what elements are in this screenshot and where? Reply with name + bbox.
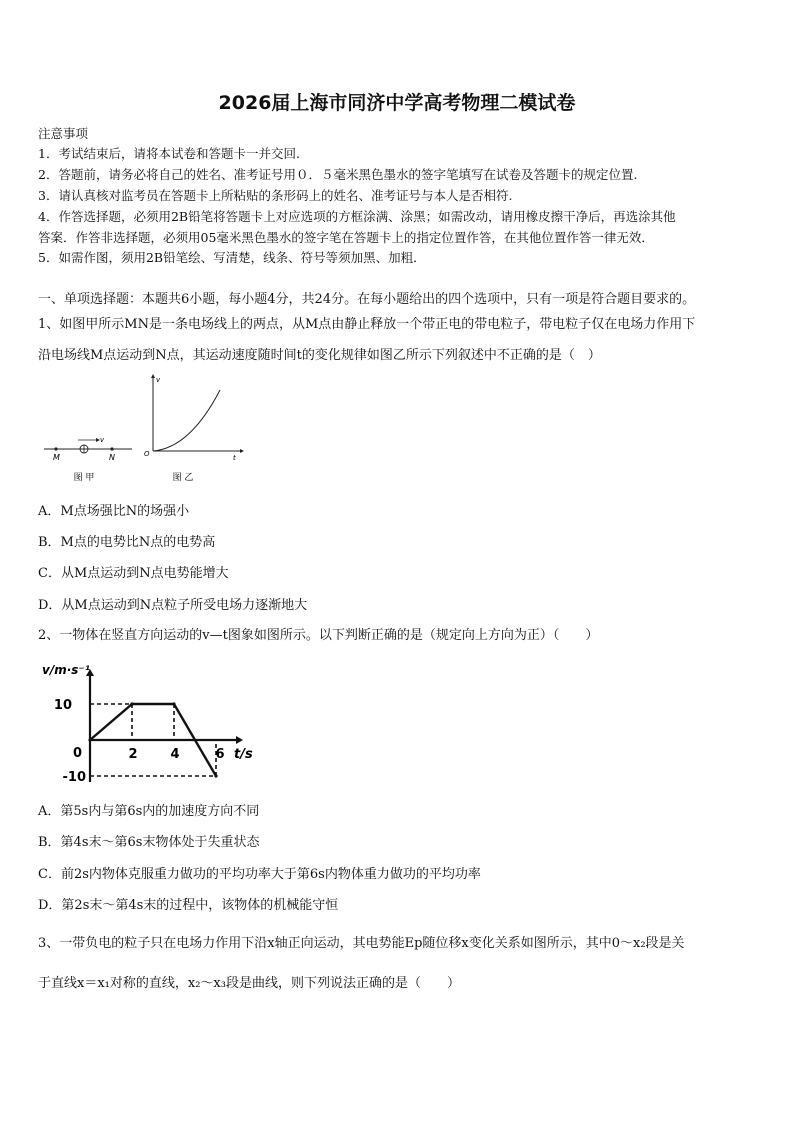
notice-item: 3．请认真核对监考员在答题卡上所粘贴的条形码上的姓名、准考证号与本人是否相符.: [38, 188, 513, 203]
q2-option-c: C．前2s内物体克服重力做功的平均功率大于第6s内物体重力做功的平均功率: [38, 867, 481, 882]
notice-item: 4．作答选择题，必须用2B铅笔将答题卡上对应选项的方框涂满、涂黑；如需改动，请用橡皮擦干净后，再选涂其他: [38, 209, 676, 224]
chart-xtick-2: 2: [128, 747, 138, 762]
q2-option-a: A．第5s内与第6s内的加速度方向不同: [38, 804, 260, 819]
notice-item: 1．考试结束后，请将本试卷和答题卡一并交回.: [38, 146, 300, 161]
fig-origin: O: [144, 450, 150, 458]
q1-option-b: B．M点的电势比N点的电势高: [38, 535, 216, 550]
fig-label-N: N: [109, 453, 115, 462]
fig-label-v-arrow: v: [100, 436, 105, 444]
q1-stem-line1: 1、如图甲所示MN是一条电场线上的两点，从M点由静止释放一个带正电的带电粒子，带电粒子仅在电场力作用下: [38, 317, 696, 332]
vt-point-3: [214, 774, 217, 777]
q1-option-c: C．从M点运动到N点电势能增大: [38, 566, 229, 581]
vt-point-0: [88, 738, 91, 741]
q1-stem-line2: 沿电场线M点运动到N点，其运动速度随时间t的变化规律如图乙所示下列叙述中不正确的是（ ）: [38, 348, 601, 363]
q2-option-b: B．第4s末～第6s末物体处于失重状态: [38, 835, 260, 850]
section-heading: 一、单项选择题：本题共6小题，每小题4分，共24分。在每小题给出的四个选项中，只有一项是符合题目要求的。: [38, 292, 696, 307]
fig-axis-v: v: [156, 376, 161, 384]
notice-item: 5．如需作图，须用2B铅笔绘、写清楚，线条、符号等须加黑、加粗．: [38, 250, 426, 265]
q3-stem-line2: 于直线x＝x₁对称的直线，x₂～x₃段是曲线，则下列说法正确的是（ ）: [38, 976, 460, 991]
notice-item: 2．答题前，请务必将自己的姓名、准考证号用０．５毫米黑色墨水的签字笔填写在试卷及答题卡的规定位置.: [38, 167, 638, 182]
fig-axis-t: t: [233, 454, 236, 462]
x-axis-arrow: [236, 736, 243, 744]
vt-segment-0: [90, 704, 132, 740]
vt-point-1: [130, 702, 133, 705]
chart-xtick-4: 4: [170, 747, 180, 762]
q2-option-d: D．第2s末～第4s末的过程中，该物体的机械能守恒: [38, 898, 339, 913]
fig-caption-1: 图 甲: [73, 473, 95, 483]
chart-xtick-6: 6: [215, 747, 225, 762]
chart-ylabel: v/m·s⁻¹: [42, 663, 90, 677]
chart-ytick-10: 10: [53, 698, 72, 713]
chart-ytick-0: 0: [72, 746, 82, 761]
q1-figure: [40, 372, 250, 488]
q1-option-d: D．从M点运动到N点粒子所受电场力逐渐地大: [38, 598, 308, 613]
q3-stem-line1: 3、一带负电的粒子只在电场力作用下沿x轴正向运动，其电势能Ep随位移x变化关系如图所示，其中0～x₂段是关: [38, 936, 685, 951]
q2-stem: 2、一物体在竖直方向运动的v—t图象如图所示。以下判断正确的是（规定向上方向为正）（ ）: [38, 628, 599, 643]
q1-option-a: A．M点场强比N的场强小: [38, 504, 190, 519]
fig-caption-2: 图 乙: [172, 473, 194, 483]
notice-heading: 注意事项: [38, 126, 89, 141]
page-title: 2026届上海市同济中学高考物理二模试卷: [218, 92, 576, 114]
chart-xlabel: t/s: [234, 747, 253, 762]
q2-vt-chart: [40, 660, 260, 786]
chart-ytick-neg10: -10: [62, 770, 86, 785]
vt-point-2: [172, 702, 175, 705]
notice-item: 答案．作答非选择题，必须用05毫米黑色墨水的签字笔在答题卡上的指定位置作答，在其他位置作答一律无效．: [38, 230, 654, 245]
fig-label-M: M: [53, 453, 60, 462]
